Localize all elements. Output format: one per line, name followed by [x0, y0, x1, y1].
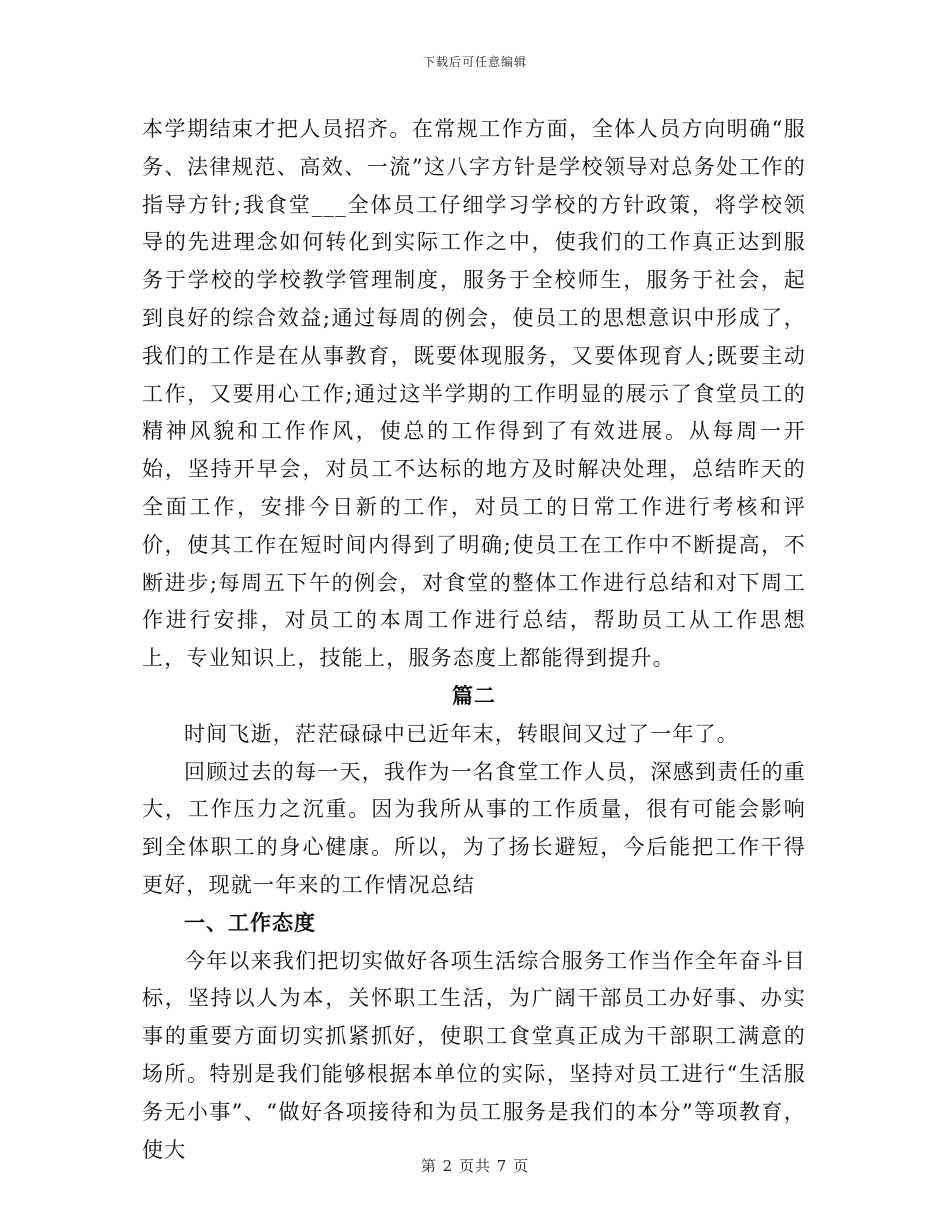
- page-footer: 第 2 页共 7 页: [420, 1157, 530, 1175]
- subheading-work-attitude: 一、工作态度: [184, 910, 316, 935]
- paragraph-review: 回顾过去的每一天，我作为一名食堂工作人员，深感到责任的重大，工作压力之沉重。因为我所从事的工作质量，很有可能会影响到全体职工的身心健康。所以，为了扬长避短，今后能把工作干得更好，现就一年来的工作情况总结: [142, 759, 806, 897]
- paragraph-continued: 本学期结束才把人员招齐。在常规工作方面，全体人员方向明确“服务、法律规范、高效、一流”这八字方针是学校领导对总务处工作的指导方针;我食堂___全体员工仔细学习学校的方针政策，将学校领导的先进理念如何转化到实际工作之中，使我们的工作真正达到服务于学校的学校教学管理制度，服务于全校师生，服务于社会，起到良好的综合效益;通过每周的例会，使员工的思想意识中形成了，我们的工作是在从事教育，既要体现服务，又要体现育人;既要主动工作，又要用心工作;通过这半学期的工作明显的展示了食堂员工的精神风貌和工作作风，使总的工作得到了有效进展。从每周一开始，坚持开早会，对员工不达标的地方及时解决处理，总结昨天的全面工作，安排今日新的工作，对员工的日常工作进行考核和评价，使其工作在短时间内得到了明确;使员工在工作中不断提高，不断进步;每周五下午的例会，对食堂的整体工作进行总结和对下周工作进行安排，对员工的本周工作进行总结，帮助员工从工作思想上，专业知识上，技能上，服务态度上都能得到提升。: [142, 117, 806, 671]
- section-title: 篇二: [452, 683, 496, 708]
- page-header: 下载后可任意编辑: [422, 55, 527, 69]
- document-body: [142, 111, 806, 1169]
- paragraph-opening: 时间飞逝，茫茫碌碌中已近年末，转眼间又过了一年了。: [184, 721, 739, 746]
- paragraph-work-attitude: 今年以来我们把切实做好各项生活综合服务工作当作全年奋斗目标，坚持以人为本，关怀职工生活，为广阔干部员工办好事、办实事的重要方面切实抓紧抓好，使职工食堂真正成为干部职工满意的场所。特别是我们能够根据本单位的实际，坚持对员工进行“生活服务无小事”、“做好各项接待和为员工服务是我们的本分”等项教育，使大: [142, 948, 806, 1162]
